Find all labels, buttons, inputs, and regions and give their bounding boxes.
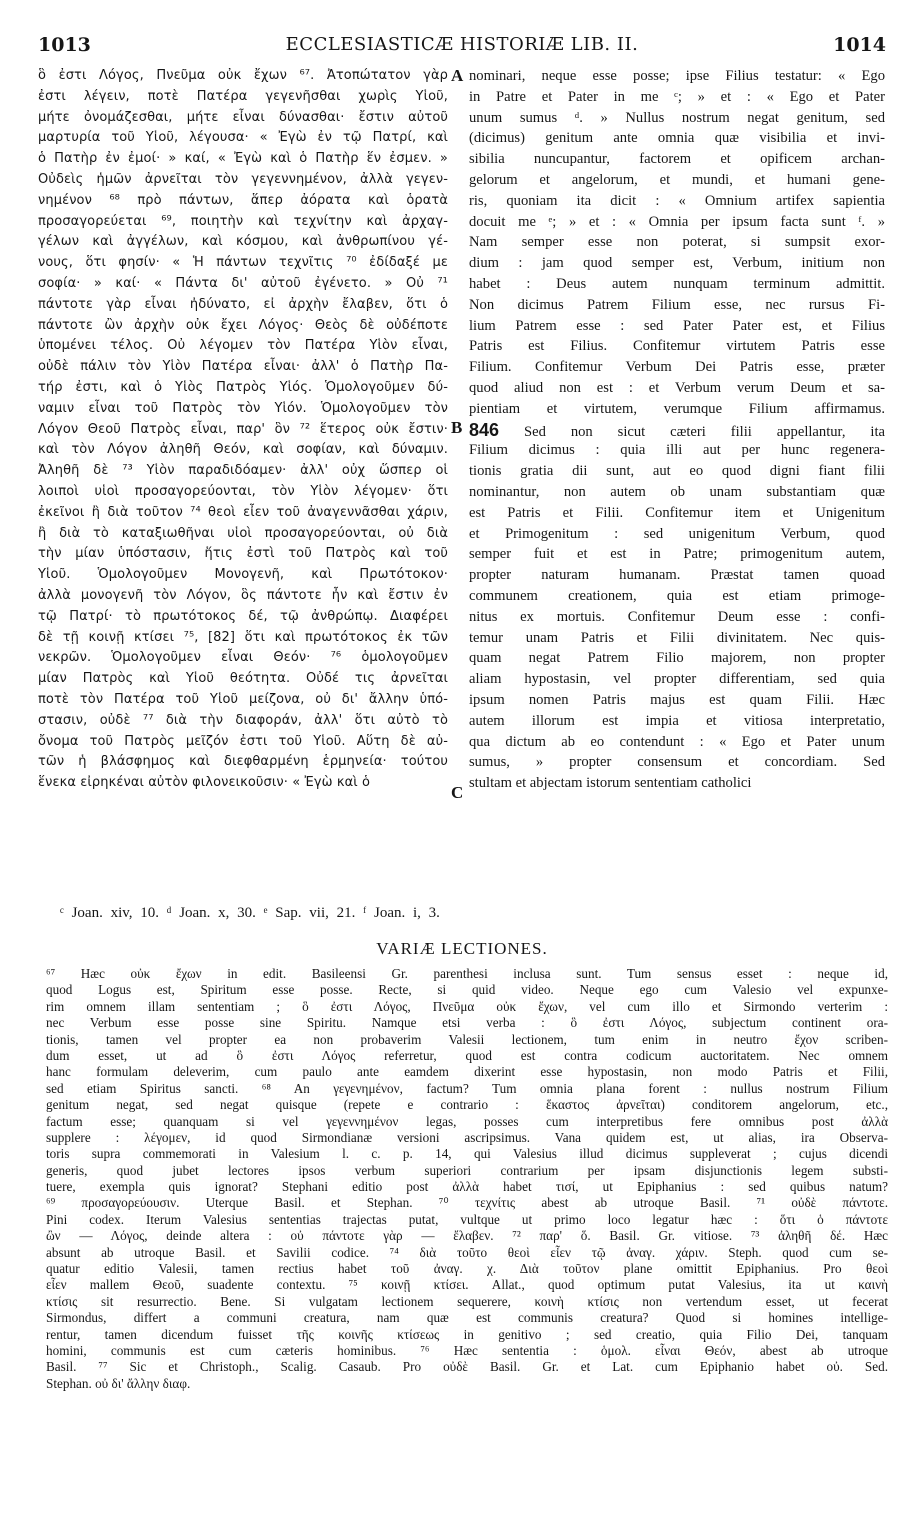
variant-note-line: Stephan. οὐ δι' ἄλλην διαφ.: [46, 1375, 191, 1391]
greek-text-line: ὄνομα τοῦ Πατρὸς μεῖζόν ἐστι τοῦ Υἱοῦ. Αὕτη δὲ αὐ-: [38, 733, 448, 749]
latin-text-line: Patris est Filius. Confitemur virtutem Patris esse: [469, 338, 885, 355]
latin-text-line: dium : jam quod semper est, Verbum, initium non: [469, 255, 885, 272]
variant-note-line: supplere : λέγομεν, id quod Sirmondianæ versioni ascripsimus. Vana quidem est, ut alias, ira Observa-: [46, 1129, 888, 1145]
latin-text-line: aliam hypostasin, vel propter differentiam, sed quia: [469, 671, 885, 688]
variant-note-line: toris supra commemorati in Valesium l. c. p. 14, qui Valesius illud dicimus suppleverat ; cujus dicendi: [46, 1146, 888, 1162]
greek-text-line: ἐστι λέγειν, ποτὲ Πατέρα γεγενῆσθαι χωρὶς Υἱοῦ,: [38, 88, 448, 104]
page-number-right: 1014: [833, 34, 886, 56]
latin-text-line: Non dicimus Patrem Filium esse, nec rursus Fi-: [469, 296, 885, 313]
variant-note-line: Pini codex. Iterum Valesius sententias trajectas putat, vultque ut primo loco legatur hæc : ὅτι ὁ πάντοτε: [46, 1211, 888, 1227]
variant-note-line: tuere, exempla quis ignorat? Stephani editio post ἀλλὰ habet τισί, ut Epiphanius : sed quibus natum?: [46, 1179, 888, 1195]
latin-text-line: sumus, » propter consensum et concordiam. Sed: [469, 754, 885, 771]
greek-text-line: πάντοτε γὰρ εἶναι ἠδύνατο, εἰ ἀρχὴν ἔλαβεν, ὅτι ὁ: [38, 296, 448, 312]
latin-text-line: Filium. Confitemur Verbum Dei Patris esse, præter: [469, 359, 885, 376]
variant-note-line: genitum negat, sed negat quisque (repete e contrario : ἕκαστος ἀρνεῖται) conditorem angelorum, etc.,: [46, 1097, 888, 1113]
greek-text-line: νημένον ⁶⁸ πρὸ πάντων, ἅπερ ἀόρατα καὶ ὁρατὰ: [38, 192, 448, 208]
greek-text-line: ναμιν εἶναι τοῦ Πατρὸς τὸν Υἱόν. Ὁμολογοῦμεν τὸν: [38, 400, 448, 416]
greek-text-line: ἐκεῖνοι ἢ διὰ τοῦτον ⁷⁴ θεοὶ εἶεν τοῦ ἀναγεννᾶσθαι χάριν,: [38, 504, 448, 520]
latin-text-line: lium Patrem esse : sed Pater Pater est, et Filius: [469, 317, 885, 334]
greek-text-line: νους, ὅτι φησίν· « Ἡ πάντων τεχνῖτις ⁷⁰ ἐδίδαξέ με: [38, 255, 448, 271]
greek-text-column: [38, 66, 448, 794]
latin-text-line: stultam et abjectam istorum sententiam catholici: [469, 775, 752, 792]
variant-note-line: generis, quod jubet lectores ipsos verbum superiori contrarium per ipsam disjunctionis legem substi-: [46, 1162, 888, 1178]
latin-text-line: quod aliud non est : et Verbum verum Deum et sa-: [469, 379, 885, 396]
latin-text-line: gelorum et angelorum, et mundi, et humani gene-: [469, 171, 885, 188]
latin-text-line: Nam semper esse non poterat, si sumpsit exor-: [469, 234, 885, 251]
latin-text-line: habet : Deus autem nunquam terminum admittit.: [469, 275, 885, 292]
variant-note-line: ⁶⁷ Hæc οὐκ ἔχων in edit. Basileensi Gr. parenthesi inclusa sunt. Tum sensus esset : neque id,: [46, 966, 888, 981]
greek-text-line: καὶ τὸν Λόγον ἀληθῆ Θεόν, καὶ σοφίαν, καὶ δύναμιν.: [38, 442, 448, 458]
greek-text-line: τῷ Πατρί· τὸ πρωτότοκος δέ, τῷ ἀνθρώπῳ. Διαφέρει: [38, 608, 448, 624]
latin-text-line: temur unam Patris et Filii divinitatem. Nec quis-: [469, 629, 885, 646]
greek-text-line: πάντοτε ὢν ἀρχὴν οὐκ ἔχει Λόγος· Θεὸς δὲ οὐδέποτε: [38, 317, 448, 333]
greek-text-line: λοιποὶ υἱοὶ προσαγορεύονται, τὸν Υἱὸν λέγομεν· ὅτι: [38, 483, 448, 499]
latin-text-line: nitus ex mortuis. Confitemur Deum esse : confi-: [469, 608, 885, 625]
latin-text-line: unum sumus ᵈ. » Nullus nostrum negat genitum, sed: [469, 109, 885, 126]
latin-text-line: sibilia nuncupantur, factorem et opificem archan-: [469, 151, 885, 168]
variant-note-line: Basil. ⁷⁷ Sic et Christoph., Scalig. Casaub. Pro οὐδὲ Basil. Gr. et Lat. cum Epiphanio habet οὐ. Sed.: [46, 1359, 888, 1375]
variant-note-line: quatur editio Valesii, tamen rectius habet τοῦ ἀναγ. χ. Διὰ τοῦτον plane omittit Epiphanius. Pro θεοὶ: [46, 1261, 888, 1277]
latin-text-line: semper fuit et est in Patre; primogenitum autem,: [469, 546, 885, 563]
variant-note-line: factum esse; quanquam si vel γεγεννημένον legas, posses cum interpretibus fere omnibus post ἀλλὰ: [46, 1113, 888, 1129]
latin-text-line: Filium dicimus : quia illi aut per hunc regenera-: [469, 442, 885, 459]
page-header: [38, 32, 886, 60]
latin-text-column: [469, 66, 885, 794]
greek-text-line: μήτε ὀνομάζεσθαι, μήτε εἶναι δύνασθαι· ἔστιν αὐτοῦ: [38, 109, 448, 125]
variant-note-line: sed etiam Spiritus sancti. ⁶⁸ An γεγενημένον, factum? Tum omnia plana forent : nullus nostrum Filium: [46, 1080, 888, 1096]
latin-text-line: propter naturam humanam. Præstat tamen quoad: [469, 567, 885, 584]
variant-note-line: hanc formulam deleverim, cum paulo ante eamdem dixerint esse hypostasin, non modo Patris et Filii,: [46, 1064, 888, 1080]
latin-text-line: est Patris et Filii. Confitemur item et Unigenitum: [469, 504, 885, 521]
latin-text-line: nominari, neque esse posse; ipse Filius testatur: « Ego: [469, 68, 885, 84]
variant-note-line: dum esset, ut ad ὃ ἐστι Λόγος referretur, quod est contra codicum auctoritatem. Nec omnem: [46, 1047, 888, 1063]
margin-marker-c: C: [451, 783, 464, 802]
greek-text-line: τήρ ἐστι, καὶ ὁ Υἱὸς Πατρὸς Υἱός. Ὁμολογοῦμεν δύ-: [38, 379, 448, 395]
variant-note-line: ⁶⁹ προσαγορεύουσιν. Uterque Basil. et Stephan. ⁷⁰ τεχνίτις abest ab utroque Basil. ⁷¹ οὐδὲ πάντοτε.: [46, 1195, 888, 1211]
variant-note-line: εἶεν mallem Θεοῦ, suadente contextu. ⁷⁵ κοινῇ κτίσει. Allat., quod optimum putat Valesius, ita ut καινὴ: [46, 1277, 888, 1293]
greek-text-line: ὁ Πατὴρ ἐν ἐμοί· » καί, « Ἐγὼ καὶ ὁ Πατὴρ ἕν ἐσμεν. »: [38, 151, 448, 167]
greek-text-line: Λόγον Θεοῦ Πατρὸς εἶναι, παρ' ὃν ⁷² ἕτερος οὐκ ἔστιν·: [38, 421, 448, 437]
greek-text-line: Ἀληθῆ δὲ ⁷³ Υἱὸν παραδιδόαμεν· ἀλλ' οὐχ ὥσπερ οἱ: [38, 463, 448, 479]
latin-text-line: (dicimus) genitum ante omnia quæ visibilia et invi-: [469, 130, 885, 147]
biblical-footnotes: ᶜ Joan. xiv, 10. ᵈ Joan. x, 30. ᵉ Sap. vii, 21. ᶠ Joan. i, 3.: [60, 905, 440, 921]
greek-text-line: ὑπομένει τέλος. Οὐ λέγομεν τὸν Πατέρα Υἱὸν εἶναι,: [38, 338, 448, 354]
latin-text-line: communem creationem, quia est etiam primoge-: [469, 587, 885, 604]
variant-note-line: rentur, tamen dicendum fuisset τῆς κοινῆς κτίσεως in genitivo ; sed creatio, quia Filio Dei, tanquam: [46, 1326, 888, 1342]
latin-text-line: in Patre et Pater in me ᶜ; » et : « Ego et Pater: [469, 88, 885, 105]
greek-text-line: ποτὲ τὸν Πατέρα τοῦ Υἱοῦ μείζονα, οὐ δι' ἄλλην ὑπό-: [38, 691, 448, 707]
latin-text-line: autem illorum est impia et vitiosa interpretatio,: [469, 712, 885, 729]
greek-text-line: οὐδὲ πάλιν τὸν Υἱὸν Πατέρα εἶναι· ἀλλ' ὁ Πατὴρ Πα-: [38, 359, 448, 375]
variant-note-line: homini, communis est cum cæteris hominibus. ⁷⁶ Hæc sententia : ὁμολ. εἶναι Θεόν, abest ab utroque: [46, 1342, 888, 1358]
latin-text-line: docuit me ᵉ; » et : « Omnia per ipsum facta sunt ᶠ. »: [469, 213, 885, 230]
variant-note-line: Sirmondus, differt a communi creatura, nam quæ est communis creatura? Quod si homines intellige-: [46, 1310, 888, 1326]
latin-text-line: [469, 420, 885, 441]
variant-note-line: tionis, tamen vel propter ea non probaverim Valesii lectionem, tum enim in neutro ἔχον scriben-: [46, 1031, 888, 1047]
greek-text-line: ἕνεκα εἰρηκέναι αὐτὸν φιλονεικοῦσιν· « Ἐγὼ καὶ ὁ: [38, 775, 371, 791]
variant-note-line: κτίσις sit resurrectio. Bene. Si vulgatam lectionem sequerere, κοινὴ κτίσις non vertendum esset, ut fecerat: [46, 1293, 888, 1309]
greek-text-line: μαρτυρία τοῦ Υἱοῦ, λέγουσα· « Ἐγὼ ἐν τῷ Πατρί, καὶ: [38, 130, 448, 146]
greek-text-line: Οὐδεὶς ἡμῶν ἀρνεῖται τὸν γεγεννημένον, ἀλλὰ γεγεν-: [38, 171, 448, 187]
latin-text-line-text: Sed non sicut cæteri filii appellantur, ita: [524, 423, 885, 440]
variant-note-line: quod Logus est, Spiritum esse posse. Recte, si quid video. Neque ego cum Valesio vel expunxe-: [46, 982, 888, 998]
latin-text-line: ris, quoniam ita dicit : « Omnium artifex sapientia: [469, 192, 885, 209]
variant-note-line: nec Verbum esse posse sine Spiritu. Namque etsi verba : ὃ ἐστι Λόγος, subjectum continent ora-: [46, 1015, 888, 1031]
greek-text-line: νεκρῶν. Ὁμολογοῦμεν εἶναι Θεόν· ⁷⁶ ὁμολογοῦμεν: [38, 650, 448, 666]
margin-marker-b: B: [451, 418, 463, 437]
latin-text-line: quam negat Patrem Filio majorem, non propter: [469, 650, 885, 667]
greek-text-line: τὴν μίαν ὑπόστασιν, ἥτις ἐστὶ τοῦ Πατρὸς καὶ τοῦ: [38, 546, 448, 562]
greek-text-line: Υἱοῦ. Ὁμολογοῦμεν Μονογενῆ, καὶ Πρωτότοκον·: [38, 567, 448, 583]
greek-text-line: μίαν Πατρὸς καὶ Υἱοῦ θεότητα. Οὐδέ τις ἀρνεῖται: [38, 671, 448, 687]
variant-notes: [46, 966, 888, 1392]
greek-text-line: ἀλλὰ μονογενῆ τὸν Λόγον, ὃς πάντοτε ἦν καὶ ἔστιν ἐν: [38, 587, 448, 603]
greek-text-line: ἢ διὰ τὸ καταξιωθῆναι υἱοὶ προσαγορεύονται, οὐ διὰ: [38, 525, 448, 541]
greek-text-line: γέλων καὶ ἀγγέλων, καὶ κόσμου, καὶ ἀνθρωπίνου γέ-: [38, 234, 448, 250]
variant-note-line: absunt ab utroque Basil. et Savilii codice. ⁷⁴ διὰ τοῦτο θεοὶ εἶεν τῷ ἀναγ. χάριν. Steph. quod cum se-: [46, 1244, 888, 1260]
running-title: ECCLESIASTICÆ HISTORIÆ LIB. II.: [285, 34, 639, 55]
latin-text-line: ipsum nomen Patris majus est quam Filii. Hæc: [469, 691, 885, 708]
latin-text-line: qua dictum ab eo contendunt : « Ego et Pater unum: [469, 733, 885, 750]
greek-text-line: τῶν ἡ βλάσφημος καὶ διεφθαρμένη ἑρμηνεία· τούτου: [38, 754, 448, 770]
variant-note-line: rim omnem illam sententiam ; ὃ ἐστι Λόγος, Πνεῦμα οὐκ ἔχων, vel cum illo et Sirmondo verterim :: [46, 998, 888, 1014]
latin-text-line: nominantur, non autem ob unam substantiam quæ: [469, 483, 885, 500]
greek-text-line: στασιν, οὐδὲ ⁷⁷ διὰ τὴν διαφοράν, ἀλλ' ὅτι αὐτὸ τὸ: [38, 712, 448, 728]
latin-text-line: pientiam et virtutem, verumque Filium affirmamus.: [469, 400, 885, 417]
greek-text-line: προσαγορεύεται ⁶⁹, ποιητὴν καὶ τεχνίτην καὶ ἀρχαγ-: [38, 213, 448, 229]
margin-marker-a: A: [451, 66, 464, 85]
greek-text-line: σοφία· » καί· « Πάντα δι' αὐτοῦ ἐγένετο. » Οὐ ⁷¹: [38, 275, 448, 291]
greek-text-line: ὃ ἐστι Λόγος, Πνεῦμα οὐκ ἔχων ⁶⁷. Ἀτοπώτατον γὰρ: [38, 68, 448, 83]
latin-text-line: tionis gratia dii sunt, aut eo quod digni fiant filii: [469, 463, 885, 480]
variant-note-line: ὢν — Λόγος, deinde altera : οὐ πάντοτε γὰρ — ἔλαβεν. ⁷² παρ' ὅ. Basil. Gr. vitiose. ⁷³ ἀληθῆ δέ. Hæc: [46, 1228, 888, 1244]
page-number-left: 1013: [38, 34, 91, 56]
latin-text-line: et Primogenitum : sed unigenitum Verbum, quod: [469, 525, 885, 542]
greek-text-line: δὲ τῇ κοινῇ κτίσει ⁷⁵, [82] ὅτι καὶ πρωτότοκος ἐκ τῶν: [38, 629, 448, 645]
variae-lectiones-heading: VARIÆ LECTIONES.: [376, 939, 548, 958]
column-number: 846: [469, 419, 500, 440]
